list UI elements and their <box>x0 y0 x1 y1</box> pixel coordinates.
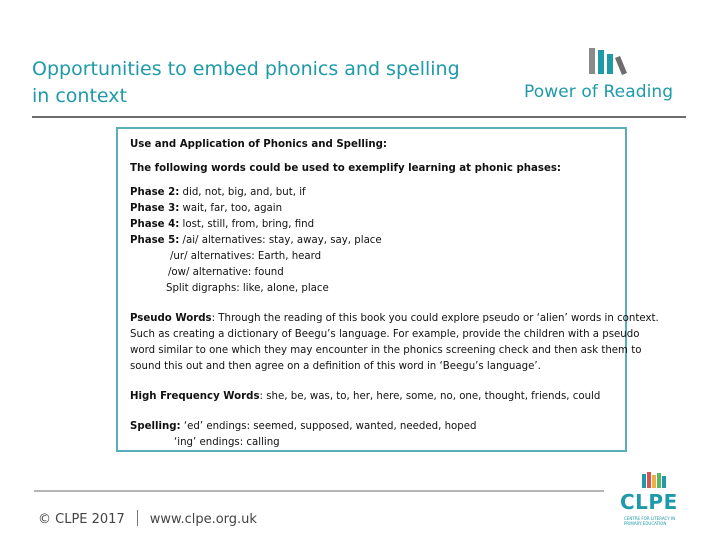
title-divider <box>32 116 686 118</box>
clpe-tagline: CENTRE FOR LITERACY IN PRIMARY EDUCATION <box>624 516 676 526</box>
high-frequency-words: : she, be, was, to, her, here, some, no, one, thought, friends, could <box>259 391 601 402</box>
phase-2-words: did, not, big, and, but, if <box>179 187 306 198</box>
clpe-logo <box>618 472 682 534</box>
phase-5-line <box>130 233 625 249</box>
content-heading: Use and Application of Phonics and Spelling: <box>130 139 387 150</box>
books-icon <box>640 472 670 488</box>
phase-5-split-line: Split digraphs: like, alone, place <box>166 283 329 294</box>
footer <box>38 510 257 527</box>
pseudo-words-text1: : Through the reading of this book you could explore pseudo or ‘alien’ words in context. <box>211 313 659 324</box>
phase-2-label: Phase 2: <box>130 187 180 198</box>
power-of-reading-logo <box>520 46 690 106</box>
pseudo-words-line3: word similar to one which they may encounter in the phonics screening check and then ask them to <box>130 345 642 356</box>
copyright-text: © CLPE 2017 <box>38 512 125 527</box>
phase-5-ow-line: /ow/ alternative: found <box>168 267 284 278</box>
high-frequency-line <box>130 389 625 405</box>
phase-4-words: lost, still, from, bring, find <box>179 219 315 230</box>
content-intro: The following words could be used to exemplify learning at phonic phases: <box>130 163 561 174</box>
phase-5-words: /ai/ alternatives: stay, away, say, place <box>179 235 382 246</box>
slide-title <box>32 56 502 110</box>
clpe-wordmark: CLPE <box>620 490 678 514</box>
power-of-reading-wordmark: Power of Reading <box>524 82 674 102</box>
phase-4-line <box>130 217 625 233</box>
slide-title-line1: Opportunities to embed phonics and spelling <box>32 58 460 80</box>
website-link[interactable]: www.clpe.org.uk <box>149 512 257 527</box>
slide-title-line2: in context <box>32 85 127 107</box>
pseudo-words-label: Pseudo Words <box>130 313 212 324</box>
footer-divider <box>34 490 604 492</box>
phase-5-ur-line: /ur/ alternatives: Earth, heard <box>170 251 322 262</box>
phase-3-words: wait, far, too, again <box>179 203 283 214</box>
pseudo-words-line4: sound this out and then agree on a definition of this word in ‘Beegu’s language’. <box>130 361 541 372</box>
phonics-content-box <box>116 127 659 452</box>
pseudo-words-line1 <box>130 311 659 327</box>
spelling-ed-words: ‘ed’ endings: seemed, supposed, wanted, needed, hoped <box>180 421 477 432</box>
phase-3-label: Phase 3: <box>130 203 180 214</box>
spelling-label: Spelling: <box>130 421 181 432</box>
spelling-ing-line: ‘ing’ endings: calling <box>174 437 280 448</box>
phase-2-line <box>130 185 625 201</box>
phase-3-line <box>130 201 625 217</box>
spelling-line <box>130 419 625 435</box>
phase-4-label: Phase 4: <box>130 219 180 230</box>
high-frequency-label: High Frequency Words <box>130 391 260 402</box>
pseudo-words-line2: Such as creating a dictionary of Beegu’s language. For example, provide the children with a pseudo <box>130 329 640 340</box>
footer-separator <box>137 510 138 526</box>
phase-5-label: Phase 5: <box>130 235 180 246</box>
books-icon <box>585 46 629 76</box>
